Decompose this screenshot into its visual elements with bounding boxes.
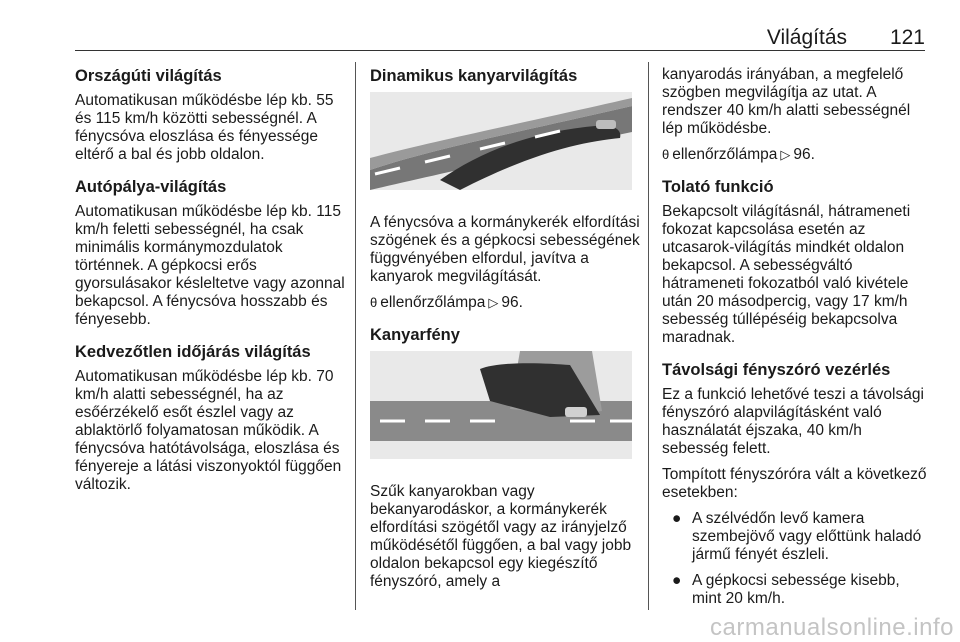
dynamic-cornering-illustration bbox=[370, 92, 632, 190]
indicator-reference bbox=[370, 294, 640, 312]
section-text: Automatikusan működésbe lép kb. 55 és 115 km/h közötti sebességnél. A fénycsóva eloszlása és fényessége eltérő a bal és jobb oldalon. bbox=[75, 92, 334, 163]
reference-label: ellenőrzőlámpa bbox=[380, 294, 486, 311]
column-1 bbox=[75, 66, 350, 502]
bullet-list bbox=[662, 510, 927, 608]
section-text: Ez a funkció lehetővé teszi a távolsági fényszóró alapvilágításként való használatát éjszaka, 40 km/h sebesség felett. bbox=[662, 386, 924, 457]
section-text: Automatikusan működésbe lép kb. 70 km/h alatti sebességnél, ha az esőérzékelő esőt észlel vagy az ablaktörlő folyamatosan működik. A fénycsóva hatótávolsága, eloszlása és fényereje a látási viszonyoktól függően változik. bbox=[75, 368, 342, 493]
chapter-title: Világítás bbox=[766, 26, 847, 49]
section-title: Kedvezőtlen időjárás világítás bbox=[75, 343, 311, 361]
page-number: 121 bbox=[889, 26, 925, 49]
page-header bbox=[75, 26, 925, 50]
section-text: Tompított fényszóróra vált a következő esetekben: bbox=[662, 466, 927, 501]
list-item-text: A gépkocsi sebessége kisebb, mint 20 km/h. bbox=[692, 572, 900, 607]
section-title: Dinamikus kanyarvilágítás bbox=[370, 67, 578, 85]
header-rule bbox=[75, 50, 925, 51]
section-text: Automatikusan működésbe lép kb. 115 km/h feletti sebességnél, ha csak minimális kormánymozdulatok történnek. A gépkocsi erős gyorsulásakor késleltetve vagy azonnal bekapcsol. A fénycsóva hosszabb és fényesebb. bbox=[75, 203, 345, 328]
watermark: carmanualsonline.info bbox=[710, 614, 954, 641]
column-divider bbox=[648, 62, 649, 610]
section-text: Szűk kanyarokban vagy bekanyarodáskor, a kormánykerék elfordítási szögétől vagy az irányjelző működésétől függően, a bal vagy jobb oldalon bekapcsol egy kiegészítő fényszóró, amely a bbox=[370, 483, 632, 590]
section-title: Autópálya-világítás bbox=[75, 178, 227, 196]
column-3 bbox=[662, 66, 927, 616]
section-text: Bekapcsolt világításnál, hátrameneti fokozat kapcsolása esetén az utcasarok-világítás mindkét oldalon bekapcsol. A sebességváltó hátrameneti fokozatból való kivétele után 20 másodpercig, vagy 17 km/h sebesség túllépéséig bekapcsolva maradnak. bbox=[662, 203, 911, 346]
reference-page: 96. bbox=[501, 294, 523, 311]
column-2 bbox=[370, 66, 640, 599]
column-divider bbox=[355, 62, 356, 610]
cornering-light-illustration bbox=[370, 351, 632, 459]
reference-page: 96. bbox=[793, 146, 815, 163]
footer bbox=[0, 612, 960, 642]
list-item-text: A szélvédőn levő kamera szembejövő vagy előttünk haladó jármű fényét észleli. bbox=[692, 510, 922, 563]
lamp-icon: θ bbox=[370, 295, 378, 310]
section-text: A fénycsóva a kormánykerék elfordítási szögének és a gépkocsi sebességének függvényében elfordul, javítva a kanyarok megvilágítását. bbox=[370, 214, 640, 285]
list-item bbox=[662, 510, 927, 564]
bullet-icon: ● bbox=[672, 510, 682, 527]
bullet-icon: ● bbox=[672, 572, 682, 589]
section-title: Kanyarfény bbox=[370, 326, 460, 344]
reference-arrow-icon: ▷ bbox=[488, 295, 499, 310]
list-item bbox=[662, 572, 927, 608]
section-text: kanyarodás irányában, a megfelelő szögben megvilágítja az utat. A rendszer 40 km/h alatti sebességnél lép működésbe. bbox=[662, 66, 911, 137]
indicator-reference bbox=[662, 146, 927, 164]
section-title: Országúti világítás bbox=[75, 67, 222, 85]
section-title: Tolató funkció bbox=[662, 178, 774, 196]
reference-label: ellenőrzőlámpa bbox=[672, 146, 778, 163]
lamp-icon: θ bbox=[662, 147, 670, 162]
reference-arrow-icon: ▷ bbox=[780, 147, 791, 162]
section-title: Távolsági fényszóró vezérlés bbox=[662, 361, 891, 379]
